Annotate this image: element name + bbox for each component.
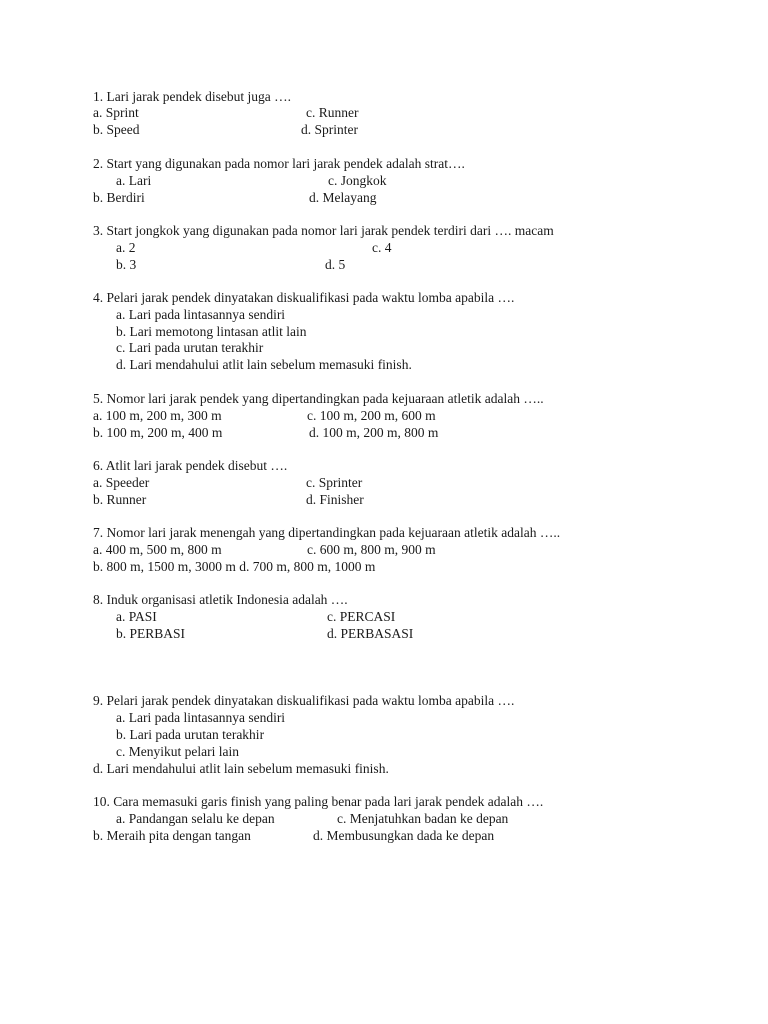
option-d: d. Finisher xyxy=(306,492,364,507)
option-c: c. Menjatuhkan badan ke depan xyxy=(337,811,509,826)
option-c: c. Sprinter xyxy=(306,475,363,490)
option-a: a. Speeder xyxy=(93,475,150,490)
option-b: b. Lari pada urutan terakhir xyxy=(116,727,265,742)
option-c: c. 4 xyxy=(372,240,392,255)
option-c: c. PERCASI xyxy=(327,609,396,624)
option-b: b. Berdiri xyxy=(93,190,145,205)
question-stem: 6. Atlit lari jarak pendek disebut …. xyxy=(93,458,288,473)
option-b: b. 100 m, 200 m, 400 m xyxy=(93,425,223,440)
option-b-and-d: b. 800 m, 1500 m, 3000 m d. 700 m, 800 m, 1000 m xyxy=(93,559,376,574)
option-d: d. Lari mendahului atlit lain sebelum memasuki finish. xyxy=(116,357,412,372)
option-a: a. Lari xyxy=(116,173,152,188)
option-b: b. Meraih pita dengan tangan xyxy=(93,828,251,843)
option-d: d. Lari mendahului atlit lain sebelum memasuki finish. xyxy=(93,761,389,776)
option-a: a. Sprint xyxy=(93,105,139,120)
option-c: c. Jongkok xyxy=(328,173,387,188)
option-a: a. Pandangan selalu ke depan xyxy=(116,811,275,826)
option-a: a. 400 m, 500 m, 800 m xyxy=(93,542,222,557)
question-stem: 3. Start jongkok yang digunakan pada nomor lari jarak pendek terdiri dari …. macam xyxy=(93,223,554,238)
option-c: c. Menyikut pelari lain xyxy=(116,744,239,759)
option-a: a. PASI xyxy=(116,609,157,624)
option-a: a. Lari pada lintasannya sendiri xyxy=(116,307,286,322)
option-c: c. 600 m, 800 m, 900 m xyxy=(307,542,436,557)
option-a: a. 2 xyxy=(116,240,136,255)
option-c: c. Lari pada urutan terakhir xyxy=(116,340,264,355)
option-d: d. 5 xyxy=(325,257,346,272)
option-d: d. 100 m, 200 m, 800 m xyxy=(309,425,439,440)
option-b: b. PERBASI xyxy=(116,626,186,641)
option-b: b. Runner xyxy=(93,492,147,507)
option-c: c. 100 m, 200 m, 600 m xyxy=(307,408,436,423)
option-b: b. Speed xyxy=(93,122,140,137)
option-b: b. Lari memotong lintasan atlit lain xyxy=(116,324,307,339)
option-a: a. 100 m, 200 m, 300 m xyxy=(93,408,222,423)
option-d: d. Sprinter xyxy=(301,122,358,137)
option-a: a. Lari pada lintasannya sendiri xyxy=(116,710,286,725)
option-d: d. PERBASASI xyxy=(327,626,414,641)
option-b: b. 3 xyxy=(116,257,137,272)
option-d: d. Melayang xyxy=(309,190,377,205)
option-d: d. Membusungkan dada ke depan xyxy=(313,828,495,843)
option-c: c. Runner xyxy=(306,105,359,120)
question-stem: 10. Cara memasuki garis finish yang paling benar pada lari jarak pendek adalah …. xyxy=(93,794,544,809)
question-stem: 7. Nomor lari jarak menengah yang dipertandingkan pada kejuaraan atletik adalah ….. xyxy=(93,525,561,540)
question-stem: 9. Pelari jarak pendek dinyatakan diskualifikasi pada waktu lomba apabila …. xyxy=(93,693,515,708)
question-stem: 1. Lari jarak pendek disebut juga …. xyxy=(93,89,291,104)
question-stem: 8. Induk organisasi atletik Indonesia adalah …. xyxy=(93,592,348,607)
question-stem: 5. Nomor lari jarak pendek yang dipertandingkan pada kejuaraan atletik adalah ….. xyxy=(93,391,544,406)
question-stem: 4. Pelari jarak pendek dinyatakan diskualifikasi pada waktu lomba apabila …. xyxy=(93,290,515,305)
question-stem: 2. Start yang digunakan pada nomor lari jarak pendek adalah strat…. xyxy=(93,156,465,171)
